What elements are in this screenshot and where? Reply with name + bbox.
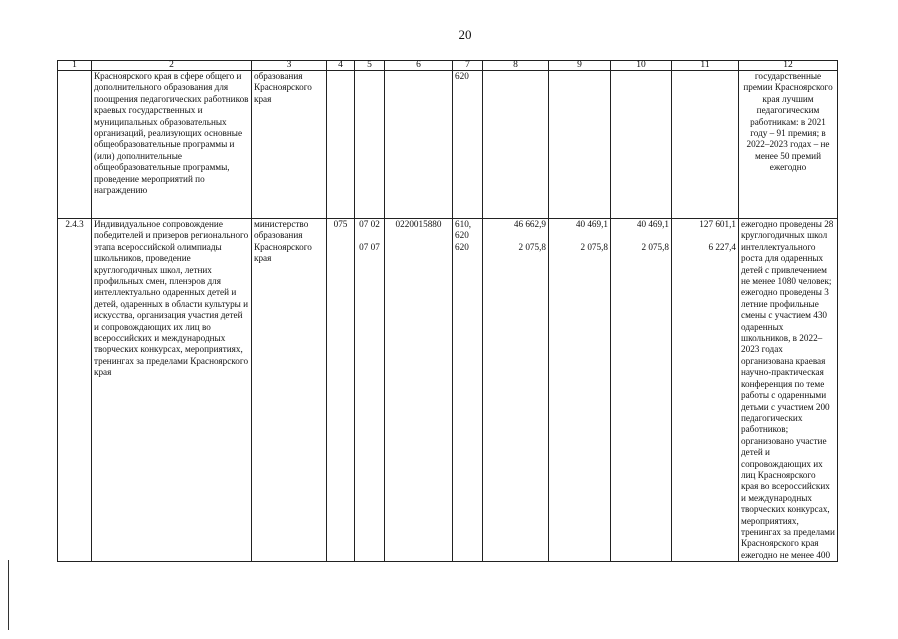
page-number: 20 <box>458 27 472 42</box>
expense-type-code-1: 610, 620 <box>455 219 472 241</box>
target-article-code: 0220015880 <box>385 219 453 562</box>
header-cell-6: 6 <box>385 61 453 71</box>
spacer <box>485 230 546 242</box>
expense-type-cell <box>453 219 483 562</box>
amount-2021-line-2: 2 075,8 <box>518 242 546 253</box>
header-cell-10: 10 <box>611 61 672 71</box>
amount-total <box>672 71 739 219</box>
table-header-row <box>58 61 838 71</box>
section-code-cell <box>355 219 385 562</box>
amount-2022 <box>549 71 611 219</box>
amount-2023-line-1: 40 469,1 <box>636 219 669 229</box>
expense-type-code: 620 <box>453 71 483 219</box>
expense-type-code-2: 620 <box>455 241 469 252</box>
header-cell-7: 7 <box>453 61 483 71</box>
header-cell-8: 8 <box>483 61 549 71</box>
expected-result: ежегодно проведены 28 круглогодичных школ интеллектуального роста для одаренных детей с привлечением не менее 1080 человек; ежегодно проведены 3 летние профильные смены с участием 430 одаренных школьников, в 2022–2023 годах организована краевая научно-практическая конференция по теме работы с одаренными детьми с участием 200 педагогических работников; организовано участие детей и сопровождающих их лиц Красноярского края во всероссийских и международных творческих конкурсах, мероприятиях, тренингах за пределами Красноярского края ежегодно не менее 400 <box>739 219 838 562</box>
amount-2021-cell <box>483 219 549 562</box>
table-row-2-4-3 <box>58 219 838 562</box>
amount-total-line-1: 127 601,1 <box>699 219 736 229</box>
header-cell-5: 5 <box>355 61 385 71</box>
amount-2023-cell <box>611 219 672 562</box>
header-cell-1: 1 <box>58 61 92 71</box>
executor: министерство образования Красноярского края <box>252 219 327 562</box>
header-cell-12: 12 <box>739 61 838 71</box>
amount-2022-cell <box>549 219 611 562</box>
header-cell-11: 11 <box>672 61 739 71</box>
section-code-1: 07 02 <box>359 219 380 229</box>
program-table <box>57 60 838 562</box>
amount-total-cell <box>672 219 739 562</box>
spacer <box>674 230 736 242</box>
spacer <box>551 230 608 242</box>
table-row-continued <box>58 71 838 219</box>
row-number: 2.4.3 <box>58 219 92 562</box>
amount-2021 <box>483 71 549 219</box>
amount-total-line-2: 6 227,4 <box>708 242 736 253</box>
measure-name: Красноярского края в сфере общего и дополнительного образования для поощрения педагогических работников краевых государственных и муниципальных образовательных организаций, реализующих основные общеобразовательные программы и (или) дополнительные общеобразовательные программы, проведение мероприятий по награждению <box>92 71 252 219</box>
grbs-code <box>327 71 355 219</box>
section-code <box>355 71 385 219</box>
section-code-2: 07 07 <box>359 242 380 253</box>
header-cell-9: 9 <box>549 61 611 71</box>
header-cell-2: 2 <box>92 61 252 71</box>
expected-result: государственные премии Красноярского края лучшим педагогическим работникам: в 2021 году – 91 премия; в 2022–2023 годах – не менее 50 премий ежегодно <box>739 71 838 219</box>
header-cell-4: 4 <box>327 61 355 71</box>
amount-2021-line-1: 46 662,9 <box>513 219 546 229</box>
spacer <box>613 230 669 242</box>
target-article-code <box>385 71 453 219</box>
header-cell-3: 3 <box>252 61 327 71</box>
amount-2022-line-2: 2 075,8 <box>580 242 608 253</box>
grbs-code: 075 <box>327 219 355 562</box>
executor: образования Красноярского края <box>252 71 327 219</box>
spacer <box>357 230 382 242</box>
measure-name: Индивидуальное сопровождение победителей и призеров регионального этапа всероссийской олимпиады школьников, проведение круглогодичных школ, летних профильных смен, пленэров для интеллектуально одаренных детей и детей, одаренных в области культуры и искусства, организация участия детей и сопровождающих их лиц во всероссийских и международных творческих конкурсах, мероприятиях, тренингах за пределами Красноярского края <box>92 219 252 562</box>
row-number <box>58 71 92 219</box>
amount-2023-line-2: 2 075,8 <box>641 242 669 253</box>
amount-2023 <box>611 71 672 219</box>
amount-2022-line-1: 40 469,1 <box>575 219 608 229</box>
margin-rule <box>8 560 9 630</box>
